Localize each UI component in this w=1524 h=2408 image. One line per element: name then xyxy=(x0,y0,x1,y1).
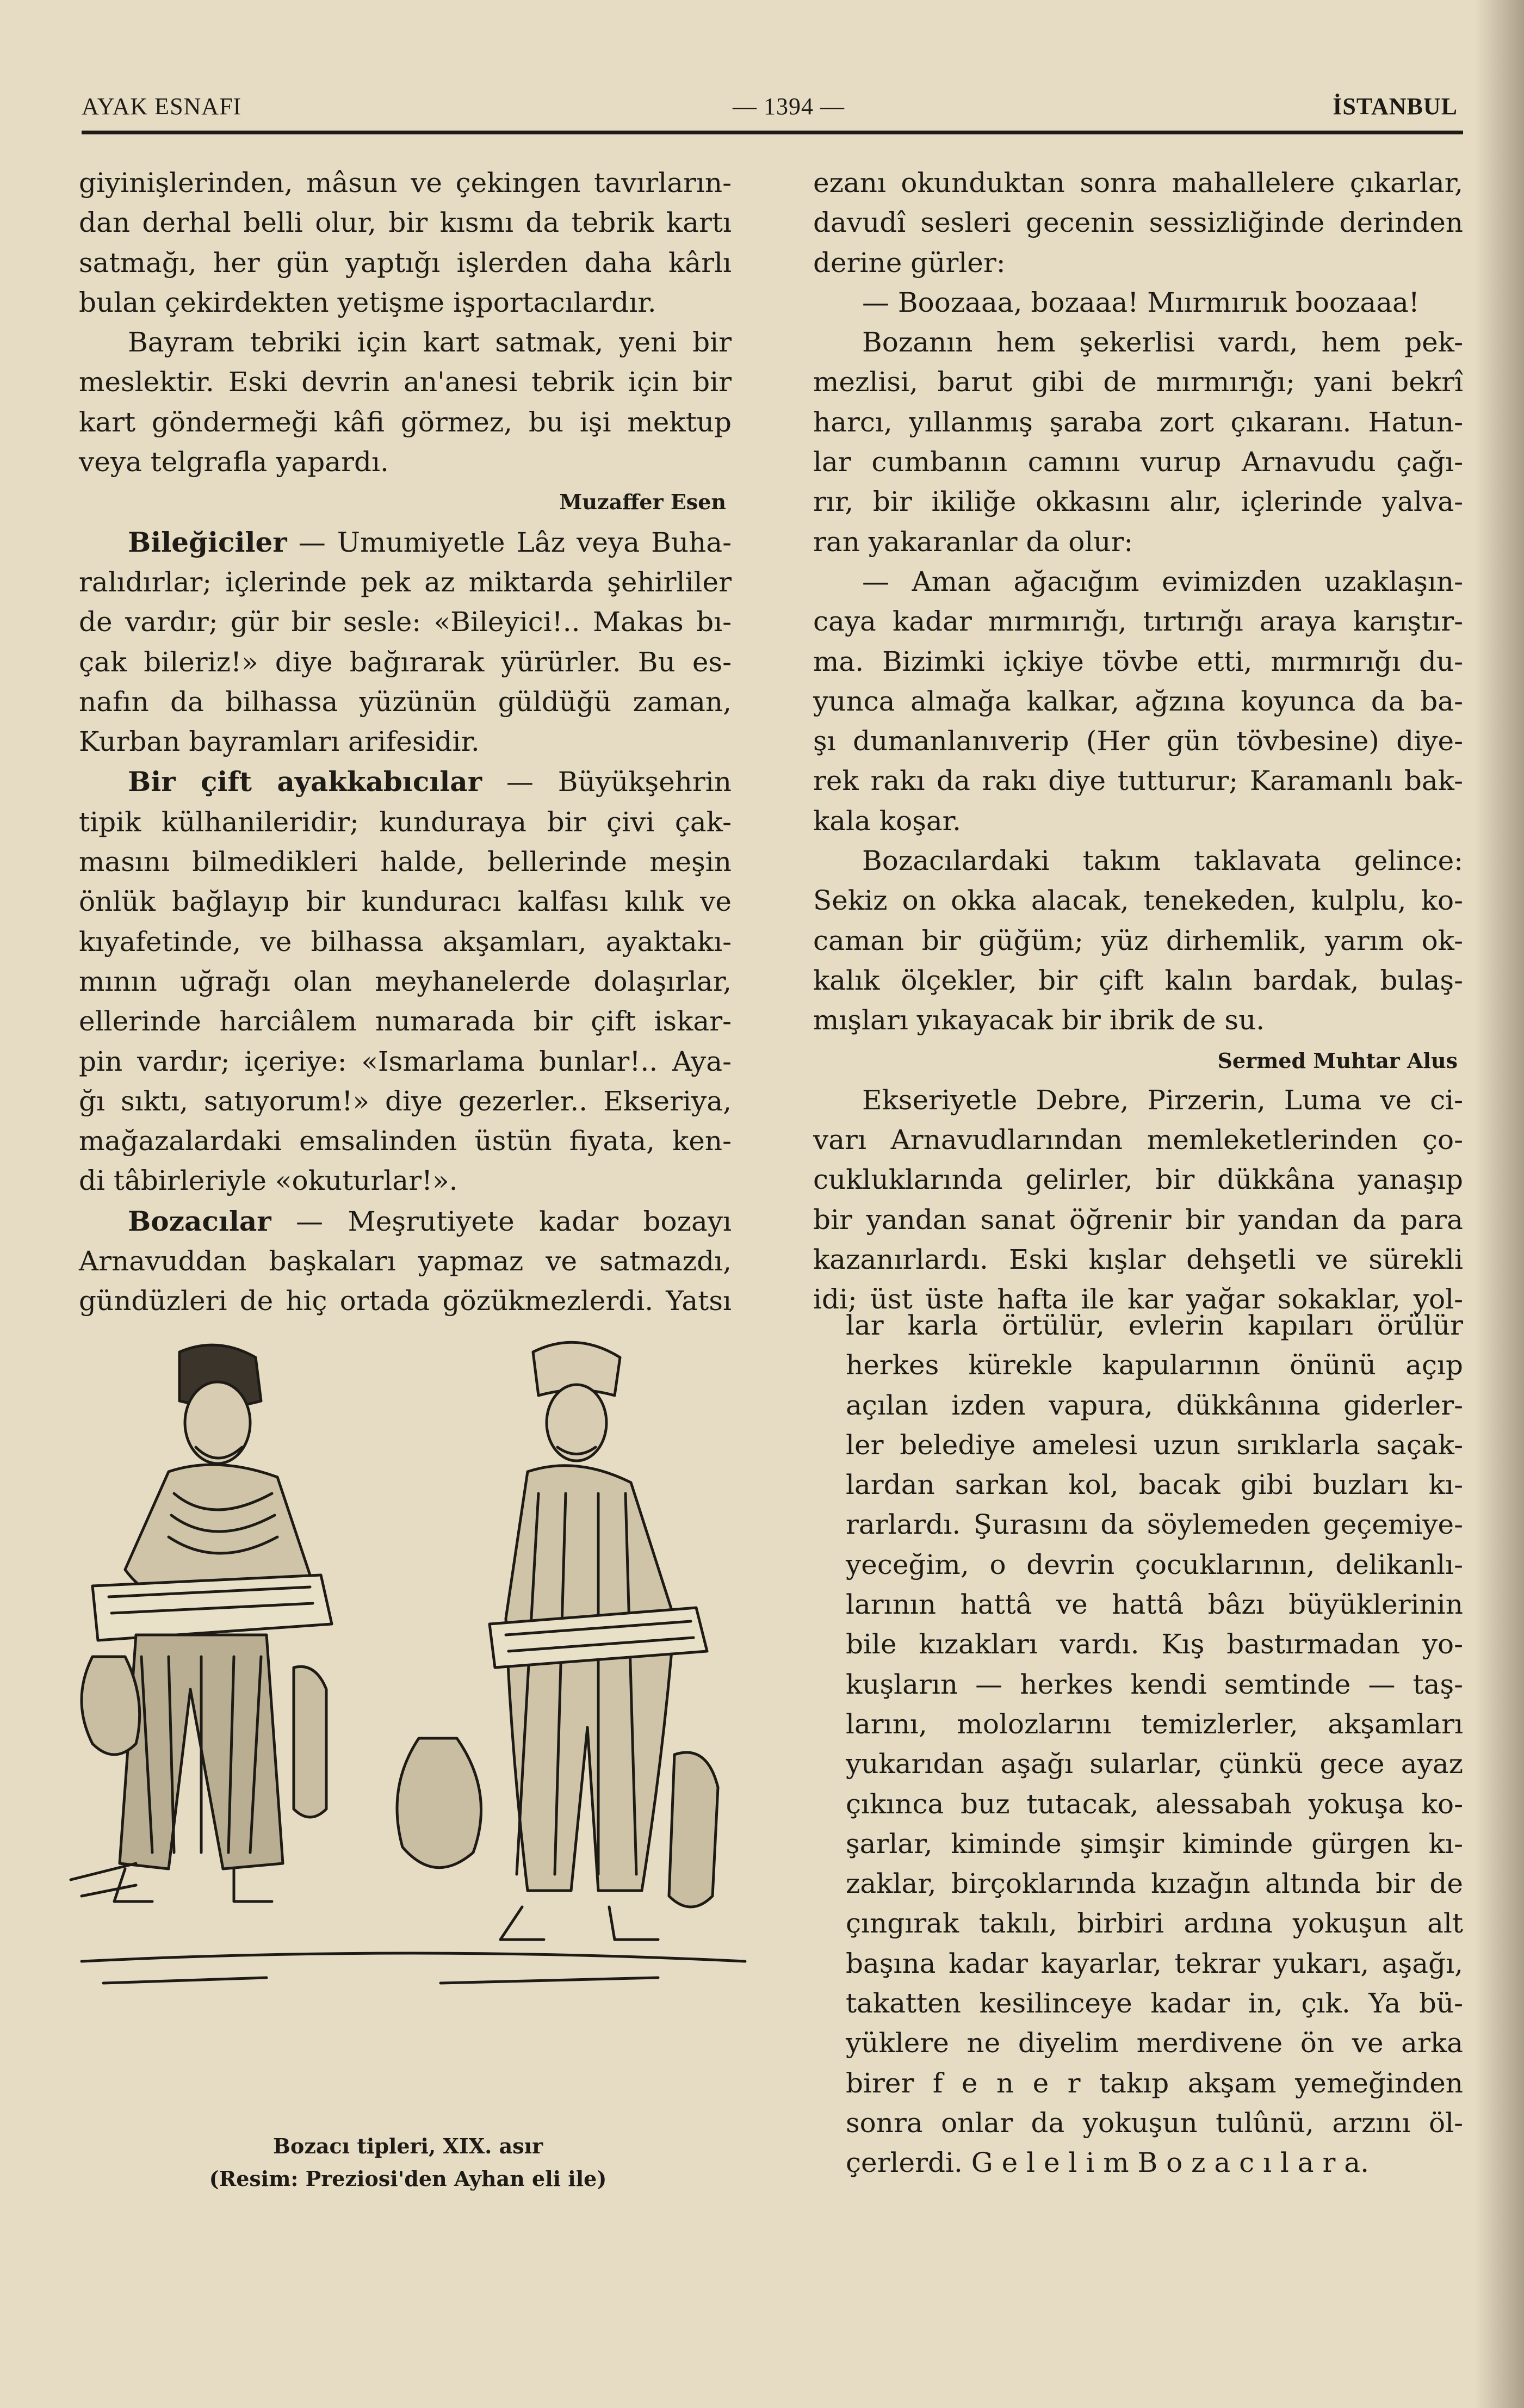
paragraph xyxy=(813,1080,1463,1320)
text-line: caman bir güğüm; yüz dirhemlik, yarım ok- xyxy=(813,924,1463,956)
section-title: AYAK ESNAFI xyxy=(82,93,242,120)
text-line: caya kadar mırmırığı, tırtırığı araya karıştır- xyxy=(813,606,1463,638)
paragraph xyxy=(813,283,1463,323)
text-line: herkes kürekle kapularının önünü açıp xyxy=(846,1349,1463,1381)
text-line: şı dumanlanıverip (Her gün tövbesine) diye- xyxy=(813,725,1463,757)
text-line: mışları yıkayacak bir ibrik de su. xyxy=(813,1004,1265,1036)
text-line: kıyafetinde, ve bilhassa akşamları, ayaktakı- xyxy=(79,925,732,958)
page-number: — 1394 — xyxy=(733,93,845,120)
text-line xyxy=(79,1201,732,1242)
text-line xyxy=(79,522,732,563)
text-line: rır, bir ikiliğe okkasını alır, içlerinde yalva- xyxy=(813,486,1463,518)
text-line: ellerinde harciâlem numarada bir çift iskar- xyxy=(79,1005,732,1038)
text-line: satmağı, her gün yaptığı işlerden daha kârlı xyxy=(79,246,732,279)
text-line: davudî sesleri gecenin sessizliğinde derinden xyxy=(813,207,1463,239)
text-line: açılan izden vapura, dükkânına giderler- xyxy=(846,1389,1463,1421)
text-line: harcı, yıllanmış şaraba zort çıkaranı. Hatun- xyxy=(813,406,1463,438)
paragraph xyxy=(79,323,732,482)
text-line: masını bilmedikleri halde, bellerinde meşin xyxy=(79,846,732,878)
paragraph xyxy=(79,163,732,323)
text-line: Kurban bayramları arifesidir. xyxy=(79,726,480,758)
text-line: yunca almağa kalkar, ağzına koyunca da ba- xyxy=(813,685,1463,717)
paragraph xyxy=(813,841,1463,1040)
text-line: ler belediye amelesi uzun sırıklarla saçak- xyxy=(846,1429,1463,1461)
right-vendor-figure xyxy=(397,1342,718,1940)
text-line: mının uğrağı olan meyhanelerde dolaşırlar, xyxy=(79,965,732,997)
text-line: önlük bağlayıp bir kunduracı kalfası kılık ve xyxy=(79,886,732,918)
entry-title: Bileğiciler xyxy=(128,526,287,558)
text-line: bulan çekirdekten yetişme işportacılardır. xyxy=(79,286,656,318)
text-line: birer f e n e r takıp akşam yemeğinden xyxy=(846,2067,1463,2099)
text-line: kart göndermeği kâfi görmez, bu işi mektup xyxy=(79,406,732,438)
text-line: yeceğim, o devrin çocuklarının, delikanlı- xyxy=(846,1548,1463,1580)
text-line: mezlisi, barut gibi de mırmırığı; yani bekrî xyxy=(813,366,1463,398)
text-line: derine gürler: xyxy=(813,246,1006,279)
text-line: rarlardı. Şurasını da söylemeden geçemiye- xyxy=(846,1509,1463,1541)
text-span: — Umumiyetle Lâz veya Buha- xyxy=(287,526,732,558)
text-line: bile kızakları vardı. Kış bastırmadan yo- xyxy=(846,1628,1463,1660)
text-line: şarlar, kiminde şimşir kiminde gürgen kı- xyxy=(846,1827,1463,1860)
text-line: lar karla örtülür, evlerin kapıları örülür xyxy=(846,1310,1463,1341)
text-line: varı Arnavudlarından memleketlerinden ço- xyxy=(813,1124,1463,1156)
text-line: bir yandan sanat öğrenir bir yandan da para xyxy=(813,1203,1463,1236)
text-line: di tâbirleriyle «okuturlar!». xyxy=(79,1165,458,1197)
text-line: çerlerdi. G e l e l i m B o z a c ı l a r a. xyxy=(846,2147,1369,2179)
text-line: kuşların — herkes kendi semtinde — taş- xyxy=(846,1668,1463,1700)
text-line: çak bileriz!» diye bağırarak yürürler. Bu es- xyxy=(79,646,732,678)
text-line: ezanı okunduktan sonra mahallelere çıkarlar, xyxy=(813,167,1463,199)
text-line: takatten kesilinceye kadar in, çık. Ya bü- xyxy=(846,1987,1463,2020)
bozaci-illustration xyxy=(60,1330,761,2103)
paragraph xyxy=(813,562,1463,841)
header-rule xyxy=(82,131,1463,134)
text-line: nafın da bilhassa yüzünün güldüğü zaman, xyxy=(79,686,732,718)
text-line: — Aman ağacığım evimizden uzaklaşın- xyxy=(862,565,1463,597)
text-line: çıngırak takılı, birbiri ardına yokuşun alt xyxy=(846,1907,1463,1940)
text-line: zaklar, birçoklarında kızağın altında bir de xyxy=(846,1868,1463,1900)
right-column-continued xyxy=(846,1306,1463,2183)
text-line: mağazalardaki emsalinden üstün fiyata, ken- xyxy=(79,1125,732,1157)
text-line: Bozacılardaki takım taklavata gelince: xyxy=(862,845,1463,877)
text-line: de vardır; gür bir sesle: «Bileyici!.. Makas bı- xyxy=(79,606,732,638)
text-span: — Büyükşehrin xyxy=(482,766,732,798)
text-span: — Meşrutiyete kadar bozayı xyxy=(271,1205,732,1237)
text-line: gündüzleri de hiç ortada gözükmezlerdi. Yatsı xyxy=(79,1285,732,1317)
paragraph xyxy=(813,323,1463,562)
caption-line: (Resim: Preziosi'den Ayhan eli ile) xyxy=(209,2166,607,2191)
author-signature: Sermed Muhtar Alus xyxy=(1217,1048,1458,1073)
figure-caption xyxy=(82,2130,734,2195)
text-line: larının hattâ ve hattâ bâzı büyüklerinin xyxy=(846,1589,1463,1621)
running-header xyxy=(82,82,1463,125)
text-line: pin vardır; içeriye: «Ismarlama bunlar!.. Aya- xyxy=(79,1045,732,1077)
text-line: lar cumbanın camını vurup Arnavudu çağı- xyxy=(813,446,1463,478)
text-line: — Boozaaa, bozaaa! Mıırmırıık boozaaa! xyxy=(862,286,1420,318)
text-line: Sekiz on okka alacak, tenekeden, kulplu, ko- xyxy=(813,885,1463,917)
page-edge-shadow xyxy=(1475,0,1524,2408)
text-line: ma. Bizimki içkiye tövbe etti, mırmırığı du- xyxy=(813,645,1463,677)
volume-title: İSTANBUL xyxy=(1333,93,1458,120)
text-line: meslektir. Eski devrin an'anesi tebrik için bir xyxy=(79,366,732,398)
text-line: yukarıdan aşağı sularlar, çünkü gece ayaz xyxy=(846,1748,1463,1780)
text-line: Bozanın hem şekerlisi vardı, hem pek- xyxy=(862,326,1463,359)
paragraph xyxy=(79,522,732,762)
author-signature: Muzaffer Esen xyxy=(559,490,726,515)
entry-title: Bozacılar xyxy=(128,1205,271,1237)
text-line: Bayram tebriki için kart satmak, yeni bir xyxy=(128,326,732,359)
paragraph xyxy=(79,1201,732,1322)
text-line xyxy=(79,762,732,802)
text-line: başına kadar kayarlar, tekrar yukarı, aşağı, xyxy=(846,1947,1463,1979)
text-line: sonra onlar da yokuşun tulûnü, arzını öl- xyxy=(846,2107,1463,2139)
paragraph xyxy=(813,163,1463,283)
text-line: ran yakaranlar da olur: xyxy=(813,526,1133,558)
right-column xyxy=(813,163,1463,1320)
paragraph xyxy=(79,762,732,1201)
text-line: kalık ölçekler, bir çift kalın bardak, bulaş- xyxy=(813,964,1463,996)
text-line: larını, molozlarını temizlerler, akşamları xyxy=(846,1708,1463,1740)
text-line: cukluklarında gelirler, bir dükkâna yanaşıp xyxy=(813,1164,1463,1196)
text-line: dan derhal belli olur, bir kısmı da tebrik kartı xyxy=(79,207,732,239)
text-line: ralıdırlar; içlerinde pek az miktarda şehirliler xyxy=(79,566,732,598)
text-line: kazanırlardı. Eski kışlar dehşetli ve sürekli xyxy=(813,1244,1463,1276)
text-line: veya telgrafla yapardı. xyxy=(79,446,389,478)
text-line: giyinişlerinden, mâsun ve çekingen tavırların- xyxy=(79,167,732,199)
left-vendor-figure xyxy=(71,1345,332,1901)
text-line: kala koşar. xyxy=(813,805,961,837)
text-line: ğı sıktı, satıyorum!» diye gezerler.. Ekseriya, xyxy=(79,1085,732,1117)
text-line: çıkınca buz tutacak, alessabah yokuşa ko- xyxy=(846,1788,1463,1820)
text-line: Arnavuddan başkaları yapmaz ve satmazdı, xyxy=(79,1245,732,1277)
text-line: lardan sarkan kol, bacak gibi buzları kı- xyxy=(846,1469,1463,1501)
text-line: rek rakı da rakı diye tutturur; Karamanlı bak- xyxy=(813,765,1463,797)
text-line: yüklere ne diyelim merdivene ön ve arka xyxy=(846,2027,1463,2059)
left-column xyxy=(79,163,732,1322)
text-line: tipik külhanileridir; kunduraya bir çivi çak- xyxy=(79,806,732,838)
entry-title: Bir çift ayakkabıcılar xyxy=(128,765,482,798)
caption-line: Bozacı tipleri, XIX. asır xyxy=(272,2134,543,2158)
text-line: Ekseriyetle Debre, Pirzerin, Luma ve ci- xyxy=(862,1084,1463,1116)
text-line: idi; üst üste hafta ile kar yağar sokaklar, yol- xyxy=(813,1283,1463,1316)
